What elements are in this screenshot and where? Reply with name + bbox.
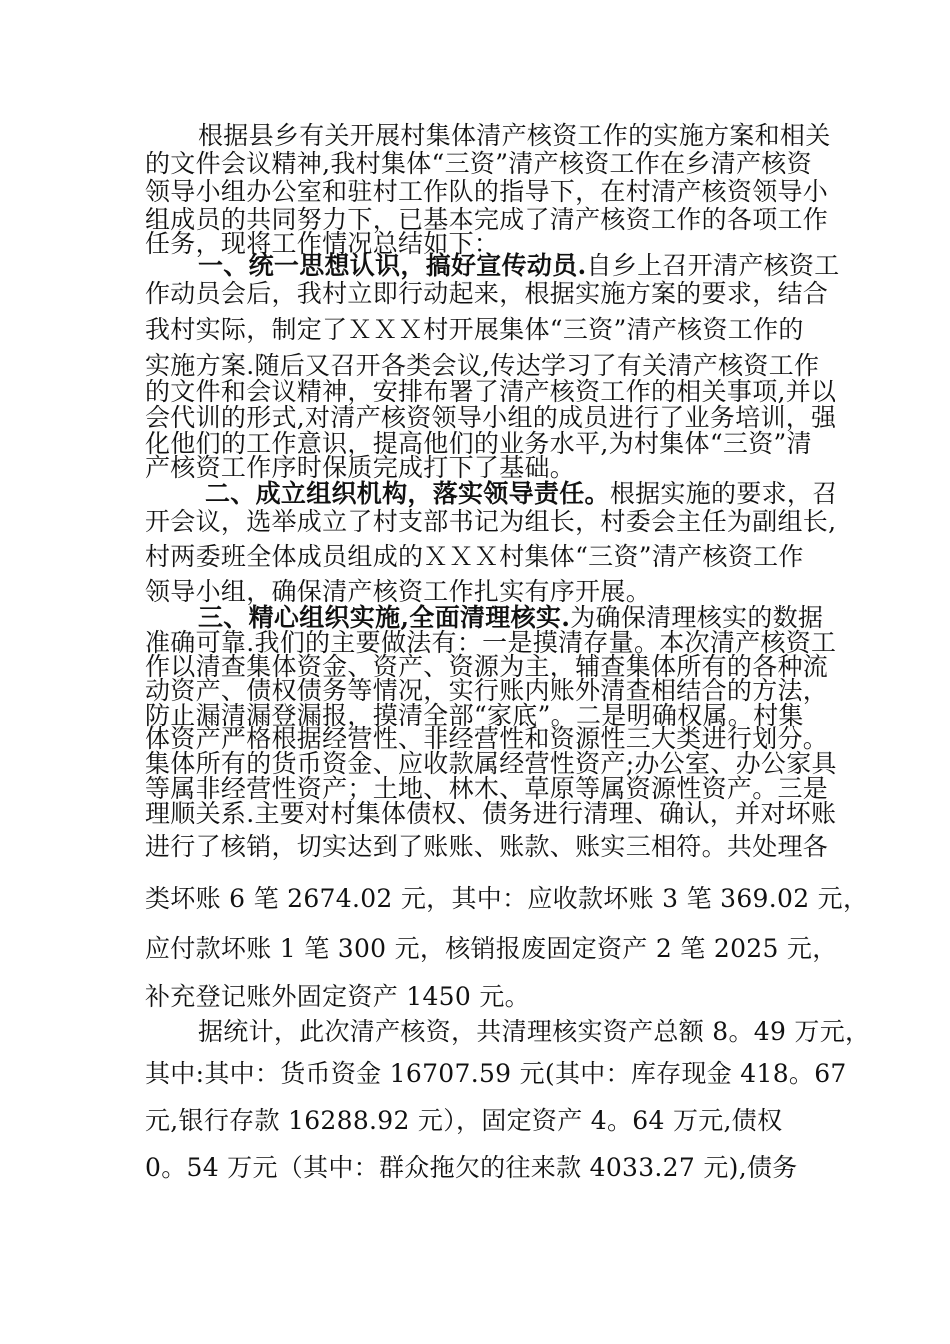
section-heading: 三、精心组织实施,全面清理核实.	[198, 603, 571, 632]
heading-line	[198, 252, 840, 280]
section-heading: 二、成立组织机构，落实领导责任。	[205, 479, 610, 508]
section-text: 自乡上召开清产核资工	[586, 251, 840, 280]
text-line: 根据县乡有关开展村集体清产核资工作的实施方案和相关	[198, 121, 831, 150]
text-line: 补充登记账外固定资产 1450 元。	[145, 982, 530, 1011]
text-line: 理顺关系.主要对村集体债权、债务进行清理、确认，并对坏账	[145, 799, 837, 828]
text-line: 防止漏清漏登漏报，摸清全部“家底”。二是明确权属。村集	[145, 701, 804, 730]
text-line: 据统计，此次清产核资，共清理核实资产总额 8。49 万元，	[198, 1017, 871, 1046]
text-line: 组成员的共同努力下，已基本完成了清产核资工作的各项工作	[145, 205, 829, 234]
text-line: 等属非经营性资产；土地、林木、草原等属资源性资产。三是	[145, 774, 829, 803]
text-line: 任务，现将工作情况总结如下：	[145, 229, 500, 258]
text-line: 我村实际，制定了ＸＸＸ村开展集体“三资”清产核资工作的	[145, 315, 804, 344]
heading-line	[205, 480, 838, 508]
text-line: 体资产严格根据经营性、非经营性和资源性三大类进行划分。	[145, 724, 829, 753]
text-line: 应付款坏账 1 笔 300 元，核销报废固定资产 2 笔 2025 元，	[145, 934, 838, 963]
section-text: 为确保清理核实的数据	[570, 603, 824, 632]
text-line: 动资产、债权债务等情况，实行账内账外清查相结合的方法，	[145, 676, 829, 705]
text-line: 其中:其中：货币资金 16707.59 元(其中：库存现金 418。67	[145, 1059, 847, 1088]
text-line: 进行了核销，切实达到了账账、账款、账实三相符。共处理各	[145, 832, 829, 861]
text-line: 的文件会议精神,我村集体“三资”清产核资工作在乡清产核资	[145, 149, 812, 178]
text-line: 领导小组，确保清产核资工作扎实有序开展。	[145, 577, 652, 606]
text-line: 作动员会后，我村立即行动起来，根据实施方案的要求，结合	[145, 279, 829, 308]
text-line: 的文件和会议精神，安排布署了清产核资工作的相关事项,并以	[145, 377, 837, 406]
section-text: 根据实施的要求，召	[609, 479, 838, 508]
text-line: 集体所有的货币资金、应收款属经营性资产;办公室、办公家具	[145, 749, 837, 778]
text-line: 会代训的形式,对清产核资领导小组的成员进行了业务培训，强	[145, 403, 837, 432]
text-line: 准确可靠.我们的主要做法有：一是摸清存量。本次清产核资工	[145, 628, 837, 657]
text-line: 化他们的工作意识，提高他们的业务水平,为村集体“三资”清	[145, 429, 812, 458]
text-line: 元,银行存款 16288.92 元），固定资产 4。64 万元,债权	[145, 1106, 783, 1135]
text-line: 领导小组办公室和驻村工作队的指导下，在村清产核资领导小	[145, 177, 829, 206]
text-line: 开会议，选举成立了村支部书记为组长，村委会主任为副组长,	[145, 507, 837, 536]
text-line: 村两委班全体成员组成的ＸＸＸ村集体“三资”清产核资工作	[145, 542, 804, 571]
text-line: 类坏账 6 笔 2674.02 元，其中：应收款坏账 3 笔 369.02 元，	[145, 884, 869, 913]
text-line: 产核资工作序时保质完成打下了基础。	[145, 453, 576, 482]
section-heading: 一、统一思想认识，搞好宣传动员.	[198, 251, 587, 280]
text-line: 实施方案.随后又召开各类会议,传达学习了有关清产核资工作	[145, 351, 820, 380]
text-line: 0。54 万元（其中：群众拖欠的往来款 4033.27 元),债务	[145, 1153, 798, 1182]
text-line: 作以清查集体资金、资产、资源为主，辅查集体所有的各种流	[145, 652, 829, 681]
